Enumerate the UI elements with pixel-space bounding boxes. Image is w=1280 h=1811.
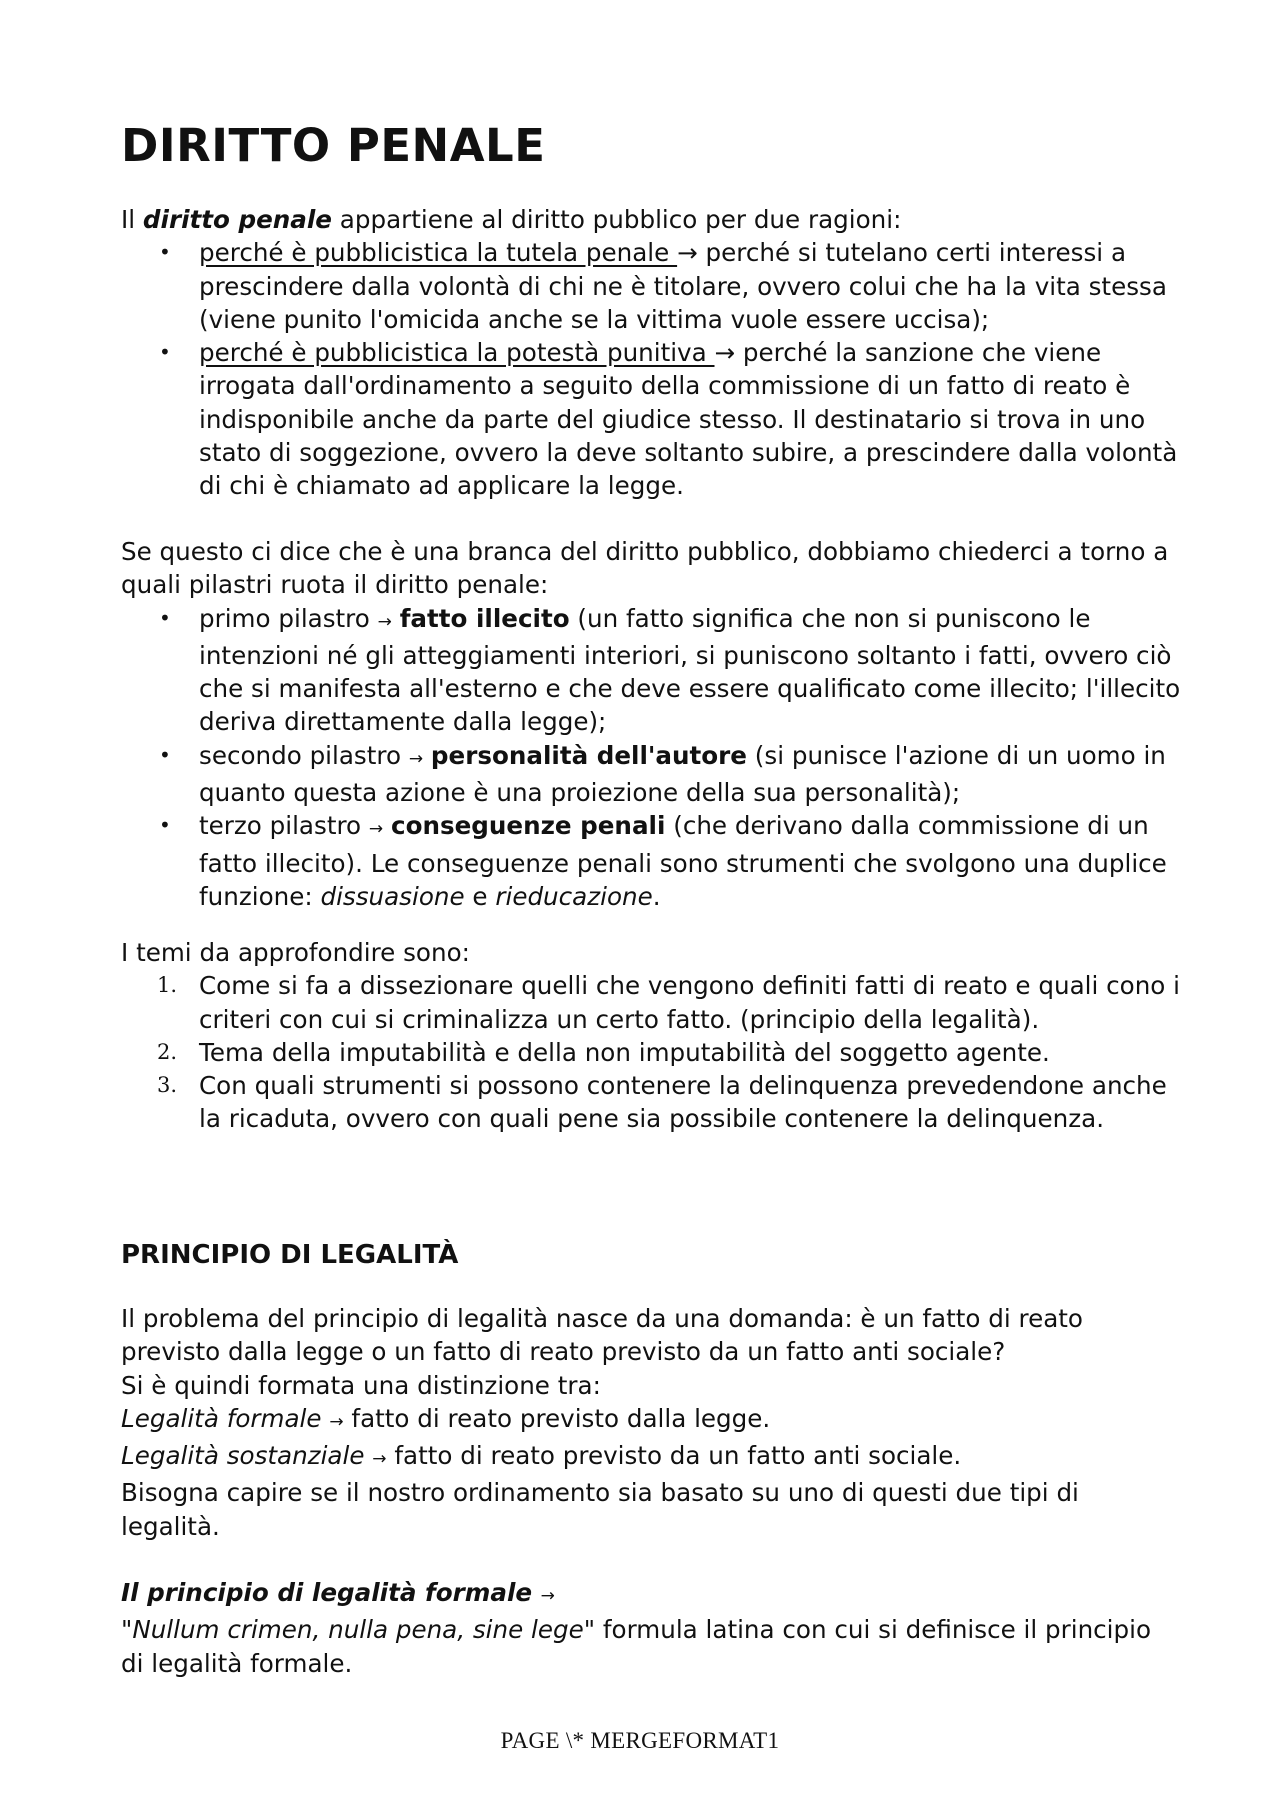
arrow-icon: → <box>714 338 736 368</box>
arrow-icon: → <box>540 1586 555 1607</box>
legality-paragraph-3: Bisogna capire se il nostro ordinamento sia basato su uno di questi due tipi di legalità. <box>121 1478 1079 1541</box>
list-number: 3. <box>157 1073 178 1098</box>
topics-section <box>121 936 1181 1136</box>
formal-def: fatto di reato previsto dalla legge. <box>343 1403 771 1433</box>
pillar-and: e <box>464 881 496 911</box>
substantive-legality-line <box>121 1439 1181 1476</box>
bullet-icon: • <box>159 813 171 838</box>
pillar-italic-2: rieducazione <box>495 881 653 911</box>
document-title: DIRITTO PENALE <box>121 119 546 172</box>
formal-principle-heading <box>121 1576 1181 1613</box>
intro-post: appartiene al diritto pubblico per due ragioni: <box>331 205 902 234</box>
arrow-icon: → <box>368 819 384 840</box>
topics-lead: I temi da approfondire sono: <box>121 938 470 967</box>
formal-legality-line <box>121 1402 1181 1439</box>
pillars-section <box>121 535 1181 913</box>
pillar-label: secondo pilastro <box>199 740 409 770</box>
bullet-icon: • <box>159 742 171 767</box>
list-item <box>121 809 1181 913</box>
intro-term: diritto penale <box>142 205 332 234</box>
bullet-icon: • <box>159 340 171 365</box>
arrow-icon: → <box>408 748 424 769</box>
arrow-icon: → <box>677 238 698 268</box>
intro-section <box>121 203 1181 503</box>
substantive-term: Legalità sostanziale <box>121 1441 373 1471</box>
substantive-def: fatto di reato previsto da un fatto anti sociale. <box>386 1441 962 1471</box>
bullet-icon: • <box>159 605 171 630</box>
pillar-text: (si punisce l'azione di un uomo in quanto questa azione è una proiezione della sua personalità); <box>199 740 1166 808</box>
pillar-term: personalità dell'autore <box>430 740 747 770</box>
section-heading: PRINCIPIO DI LEGALITÀ <box>121 1240 459 1270</box>
intro-bullet-list <box>121 236 1181 502</box>
bullet-text: perché si tutelano certi interessi a prescindere dalla volontà di chi ne è titolare, ovvero colui che ha la vita stessa (viene punito l'omicida anche se la vittima vuole essere uccisa); <box>199 238 1167 334</box>
formal-principle-title: Il principio di legalità formale <box>121 1578 541 1608</box>
bullet-icon: • <box>159 240 171 265</box>
pillar-label: terzo pilastro <box>199 811 369 841</box>
underlined-text: perché è pubblicistica la tutela penale <box>199 238 678 268</box>
list-item <box>121 739 1181 810</box>
topics-list <box>121 969 1181 1135</box>
topic-text: Con quali strumenti si possono contenere la delinquenza prevedendone anche la ricaduta, ovvero con quali pene sia possibile contenere la delinquenza. <box>199 1071 1167 1134</box>
arrow-icon: → <box>377 611 392 632</box>
latin-formula-rest: formula latina con cui si definisce il principio di legalità formale. <box>121 1615 1152 1678</box>
pillar-text: (un fatto significa che non si puniscono le intenzioni né gli atteggiamenti interiori, si puniscono soltanto i fatti, ovvero ciò che si manifesta all'esterno e che deve essere qualificato come illecito; l'illecito deriva direttamente dalla legge); <box>199 603 1181 737</box>
list-number: 2. <box>157 1039 178 1064</box>
topic-text: Tema della imputabilità e della non imputabilità del soggetto agente. <box>199 1037 1050 1067</box>
pillar-label: primo pilastro <box>199 603 378 633</box>
intro-paragraph <box>121 203 1181 236</box>
legality-paragraph-1: Il problema del principio di legalità nasce da una domanda: è un fatto di reato previsto dalla legge o un fatto di reato previsto da un fatto anti sociale? <box>121 1304 1083 1367</box>
quote-open: " <box>121 1615 133 1645</box>
arrow-icon: → <box>329 1411 344 1432</box>
list-item <box>121 236 1181 336</box>
list-item <box>121 969 1181 1036</box>
pillar-term: conseguenze penali <box>390 811 666 841</box>
formal-term: Legalità formale <box>121 1403 330 1433</box>
list-item <box>121 602 1181 739</box>
latin-formula-paragraph <box>121 1613 1181 1680</box>
list-item <box>121 1069 1181 1136</box>
arrow-icon: → <box>372 1449 387 1470</box>
quote-close: " <box>583 1615 596 1645</box>
pillar-end: . <box>652 881 661 911</box>
list-item <box>121 336 1181 502</box>
latin-formula: Nullum crimen, nulla pena, sine lege <box>132 1615 584 1645</box>
intro-pre: Il <box>121 205 143 234</box>
topic-text: Come si fa a dissezionare quelli che vengono definiti fatti di reato e quali cono i criteri con cui si criminalizza un certo fatto. (principio della legalità). <box>199 971 1180 1034</box>
pillar-italic-1: dissuasione <box>320 881 465 911</box>
list-item <box>121 1036 1181 1069</box>
underlined-text: perché è pubblicistica la potestà punitiva <box>199 338 715 368</box>
legality-section <box>121 1302 1181 1680</box>
legality-paragraph-2: Si è quindi formata una distinzione tra: <box>121 1370 601 1400</box>
pillar-term: fatto illecito <box>399 603 570 633</box>
pillar-text: (che derivano dalla commissione di un fatto illecito). Le conseguenze penali sono strumenti che svolgono una duplice funzione: <box>199 811 1167 911</box>
pillars-list <box>121 602 1181 914</box>
page-footer: PAGE \* MERGEFORMAT1 <box>500 1728 780 1753</box>
bullet-text: perché la sanzione che viene irrogata dall'ordinamento a seguito della commissione di un fatto di reato è indisponibile anche da parte del giudice stesso. Il destinatario si trova in uno stato di soggezione, ovvero la deve soltanto subire, a prescindere dalla volontà di chi è chiamato ad applicare la legge. <box>199 338 1178 501</box>
pillars-lead: Se questo ci dice che è una branca del diritto pubblico, dobbiamo chiederci a torno a quali pilastri ruota il diritto penale: <box>121 537 1169 600</box>
list-number: 1. <box>157 973 178 998</box>
